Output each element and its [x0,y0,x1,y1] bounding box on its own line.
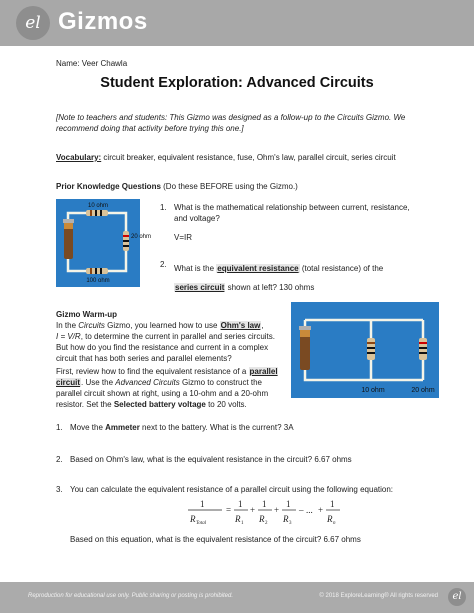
wq3-followup: Based on this equation, what is the equivalent resistance of the circuit? 6.67 ohms [70,535,361,544]
eq-num-n: 1 [330,499,335,509]
footer-notice: Reproduction for educational use only. Public sharing or posting is prohibited. [28,593,234,599]
eq-sub-3: 3 [289,521,292,526]
eq-sub-1: 1 [241,521,244,526]
wq1-text [70,422,450,433]
wq1-number: 1. [56,423,63,432]
w-p2c: Gizmo to construct the parallel circuit shown at right, using a 10-ohm and a 20-ohm resistor. Set the [56,378,269,409]
eq-plus-2: + [274,505,280,515]
w-p2a: First, review how to find the equivalent resistance of a [56,367,249,376]
student-name: Name: Veer Chawla [56,59,128,68]
eq-r-total: R [190,514,196,524]
fig1-label-20: 20 ohm [131,234,152,240]
wq1-pre: Move the [70,423,106,432]
eq-r1: R [235,514,241,524]
parallel-circuit-figure [291,302,439,398]
q2-post: shown at left? 130 ohms [225,283,315,292]
eq-minus: – [299,505,304,515]
warmup-heading: Gizmo Warm-up [56,310,118,319]
w-p1b: Gizmo, you learned how to use [104,321,220,330]
w-parallel: parallel circuit [56,367,278,387]
eq-equals: = [226,505,232,515]
q1-number: 1. [160,203,167,212]
wq3-number: 3. [56,485,63,494]
prior-knowledge-sub: (Do these BEFORE using the Gizmo.) [160,182,298,191]
eq-sub-total: Total [196,521,207,526]
wq2-number: 2. [56,455,63,464]
w-p2-gizmo: Advanced Circuits [115,378,180,387]
q2-number: 2. [160,260,167,269]
fig2-label-20: 20 ohm [411,387,435,394]
w-p2b: . Use the [81,378,116,387]
w-battery: Selected battery voltage [113,400,206,409]
eq-sub-2: 2 [265,521,268,526]
eq-num-total: 1 [200,499,205,509]
eq-num-3: 1 [286,499,291,509]
parallel-resistance-equation [186,498,386,528]
fig1-label-100: 100 ohm [86,278,110,284]
header-bar [0,0,474,46]
page-title: Student Exploration: Advanced Circuits [100,75,374,91]
q2-term-series: series circuit [175,283,225,292]
prior-knowledge-heading [56,181,298,192]
fig2-label-10: 10 ohm [361,387,385,394]
wq3-text: You can calculate the equivalent resistance of a parallel circuit using the following equation: [70,485,394,494]
warmup-paragraph-1: In the Circuits Gizmo, you learned how to use Ohm's law, I = V/R, to determine the current in parallel and series circuits. But how do you find the resistance and current in a complex circuit that has both series and parallel elements? [56,321,275,363]
vocabulary-terms: circuit breaker, equivalent resistance, fuse, Ohm's law, parallel circuit, series circuit [101,153,396,162]
footer-el-logo-icon: el [448,588,466,606]
fig1-label-10: 10 ohm [87,203,109,209]
eq-num-2: 1 [262,499,267,509]
w-p1a: In the [56,321,79,330]
q1-text: What is the mathematical relationship between current, resistance, and voltage? [174,203,410,223]
el-logo-icon: el [16,6,50,40]
eq-plus-3: + [318,505,324,515]
teacher-note: [Note to teachers and students: This Gizmo was designed as a follow-up to the Circuits Gizmo. We recommend doing that activity before trying this one.] [56,113,406,133]
eq-dots: ... [306,505,313,515]
w-formula: I = V/R [56,332,81,341]
vocabulary-line [56,152,436,163]
wq1-ammeter: Ammeter [105,423,140,432]
eq-num-1: 1 [238,499,243,509]
q1-answer: V=IR [174,233,193,242]
eq-plus-1: + [250,505,256,515]
q2-pre: What is the [174,264,217,273]
footer-bar [0,582,474,613]
warmup-paragraph-2 [56,366,284,410]
w-p1-gizmo: Circuits [78,321,105,330]
q2-term-equivalent: equivalent resistance [217,264,299,273]
q2-text [174,259,414,297]
w-ohms-law: Ohm's law [220,321,261,330]
wq1-post: next to the battery. What is the current? 3A [139,423,294,432]
eq-sub-n: n [333,521,336,526]
footer-copyright: © 2018 ExploreLearning® All rights reserved [319,593,438,599]
brand-name: Gizmos [58,8,148,35]
w-p2d: to 20 volts. [205,400,247,409]
prior-knowledge-title: Prior Knowledge Questions [56,182,161,191]
series-circuit-figure [56,199,152,287]
eq-rn: R [327,514,333,524]
eq-r2: R [259,514,265,524]
wq2-text: Based on Ohm's law, what is the equivalent resistance in the circuit? 6.67 ohms [70,455,352,464]
eq-r3: R [283,514,289,524]
q2-mid: (total resistance) of the [299,264,384,273]
w-p1d: , to determine the current in parallel and series circuits. But how do you find the resistance and current in a complex circuit that has both series and parallel elements? [56,332,275,363]
vocabulary-label: Vocabulary: [56,153,102,162]
